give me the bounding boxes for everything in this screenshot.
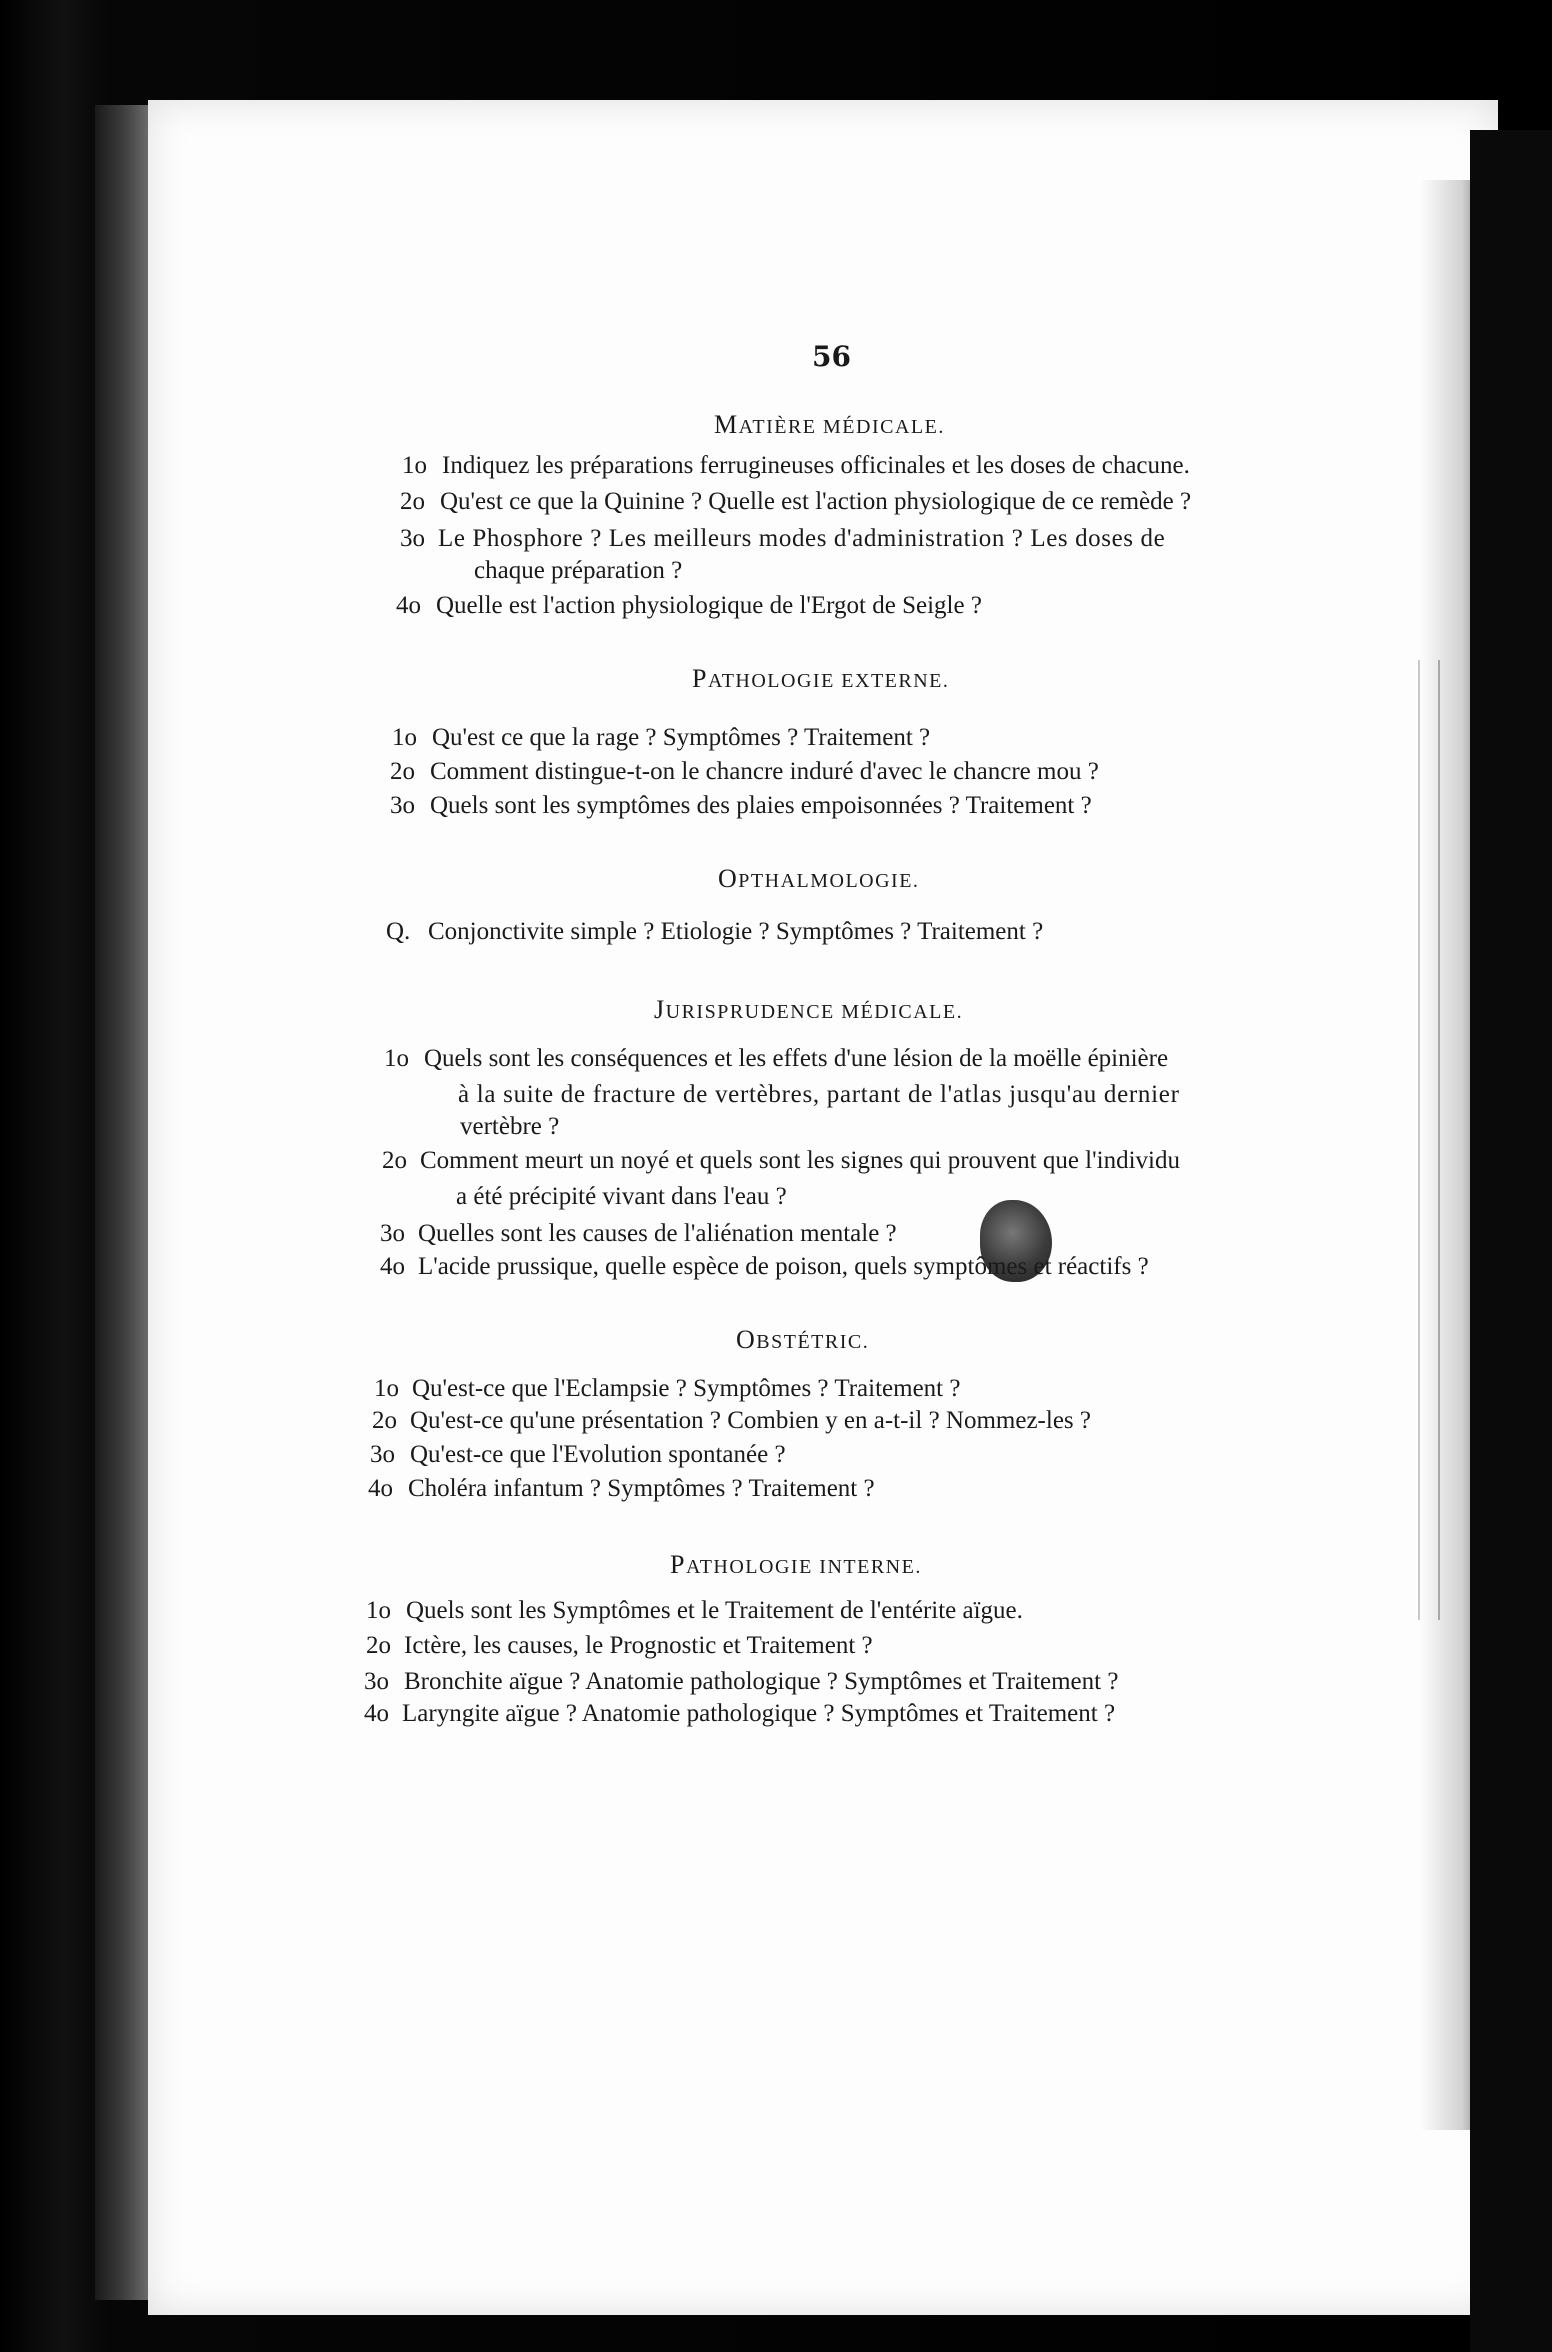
item-number: 3o — [400, 525, 425, 552]
question-continuation: chaque préparation ? — [474, 557, 683, 584]
item-number: 2o — [400, 488, 425, 515]
item-number: 1o — [374, 1375, 399, 1402]
item-number: Q. — [386, 918, 411, 945]
question-text: Laryngite aïgue ? Anatomie pathologique ? Symptômes et Traitement ? — [402, 1700, 1116, 1727]
question-text: Comment meurt un noyé et quels sont les signes qui prouvent que l'individu — [420, 1147, 1180, 1174]
question-text: Quelle est l'action physiologique de l'Ergot de Seigle ? — [436, 592, 982, 619]
item-number: 1o — [384, 1045, 409, 1072]
section-heading-pathologie-interne: PATHOLOGIE INTERNE. — [670, 1550, 922, 1579]
item-number: 1o — [402, 452, 427, 479]
item-number: 3o — [380, 1220, 405, 1247]
question-text: Conjonctivite simple ? Etiologie ? Symptômes ? Traitement ? — [428, 918, 1044, 945]
item-number: 3o — [370, 1441, 395, 1468]
question-text: Quels sont les Symptômes et le Traitement de l'entérite aïgue. — [406, 1597, 1023, 1624]
question-text: Qu'est-ce que l'Eclampsie ? Symptômes ? Traitement ? — [412, 1375, 961, 1402]
section-heading-obstetric: OBSTÉTRIC. — [736, 1325, 870, 1354]
question-text: Indiquez les préparations ferrugineuses officinales et les doses de chacune. — [442, 452, 1190, 479]
question-text: Quelles sont les causes de l'aliénation mentale ? — [418, 1220, 897, 1247]
item-number: 1o — [366, 1597, 391, 1624]
section-heading-jurisprudence-medicale: JURISPRUDENCE MÉDICALE. — [654, 995, 964, 1024]
item-number: 3o — [364, 1668, 389, 1695]
question-text: L'acide prussique, quelle espèce de poison, quels symptômes et réactifs ? — [418, 1253, 1149, 1280]
item-number: 2o — [382, 1147, 407, 1174]
question-text: Quels sont les conséquences et les effets d'une lésion de la moëlle épinière — [424, 1045, 1169, 1072]
page-number: 56 — [812, 340, 851, 373]
item-number: 4o — [364, 1700, 389, 1727]
question-text: Bronchite aïgue ? Anatomie pathologique ? Symptômes et Traitement ? — [404, 1668, 1119, 1695]
question-text: Ictère, les causes, le Prognostic et Traitement ? — [404, 1632, 873, 1659]
question-text: Quels sont les symptômes des plaies empoisonnées ? Traitement ? — [430, 792, 1092, 819]
section-heading-pathologie-externe: PATHOLOGIE EXTERNE. — [692, 664, 950, 693]
question-text: Qu'est ce que la Quinine ? Quelle est l'action physiologique de ce remède ? — [440, 488, 1192, 515]
question-continuation: a été précipité vivant dans l'eau ? — [456, 1183, 787, 1210]
question-continuation: à la suite de fracture de vertèbres, partant de l'atlas jusqu'au dernier — [458, 1081, 1180, 1108]
question-text: Qu'est-ce qu'une présentation ? Combien y en a-t-il ? Nommez-les ? — [410, 1407, 1091, 1434]
item-number: 2o — [366, 1632, 391, 1659]
question-text: Comment distingue-t-on le chancre induré d'avec le chancre mou ? — [430, 758, 1099, 785]
section-heading-opthalmologie: OPTHALMOLOGIE. — [718, 864, 920, 893]
question-text: Qu'est-ce que l'Evolution spontanée ? — [410, 1441, 786, 1468]
question-text: Le Phosphore ? Les meilleurs modes d'administration ? Les doses de — [438, 525, 1166, 552]
item-number: 4o — [396, 592, 421, 619]
section-heading-matiere-medicale: MATIÈRE MÉDICALE. — [714, 410, 945, 439]
item-number: 3o — [390, 792, 415, 819]
item-number: 2o — [390, 758, 415, 785]
question-text: Qu'est ce que la rage ? Symptômes ? Traitement ? — [432, 724, 931, 751]
item-number: 1o — [392, 724, 417, 751]
item-number: 4o — [368, 1475, 393, 1502]
item-number: 4o — [380, 1253, 405, 1280]
item-number: 2o — [372, 1407, 397, 1434]
question-continuation: vertèbre ? — [460, 1113, 560, 1140]
question-text: Choléra infantum ? Symptômes ? Traitement ? — [408, 1475, 875, 1502]
